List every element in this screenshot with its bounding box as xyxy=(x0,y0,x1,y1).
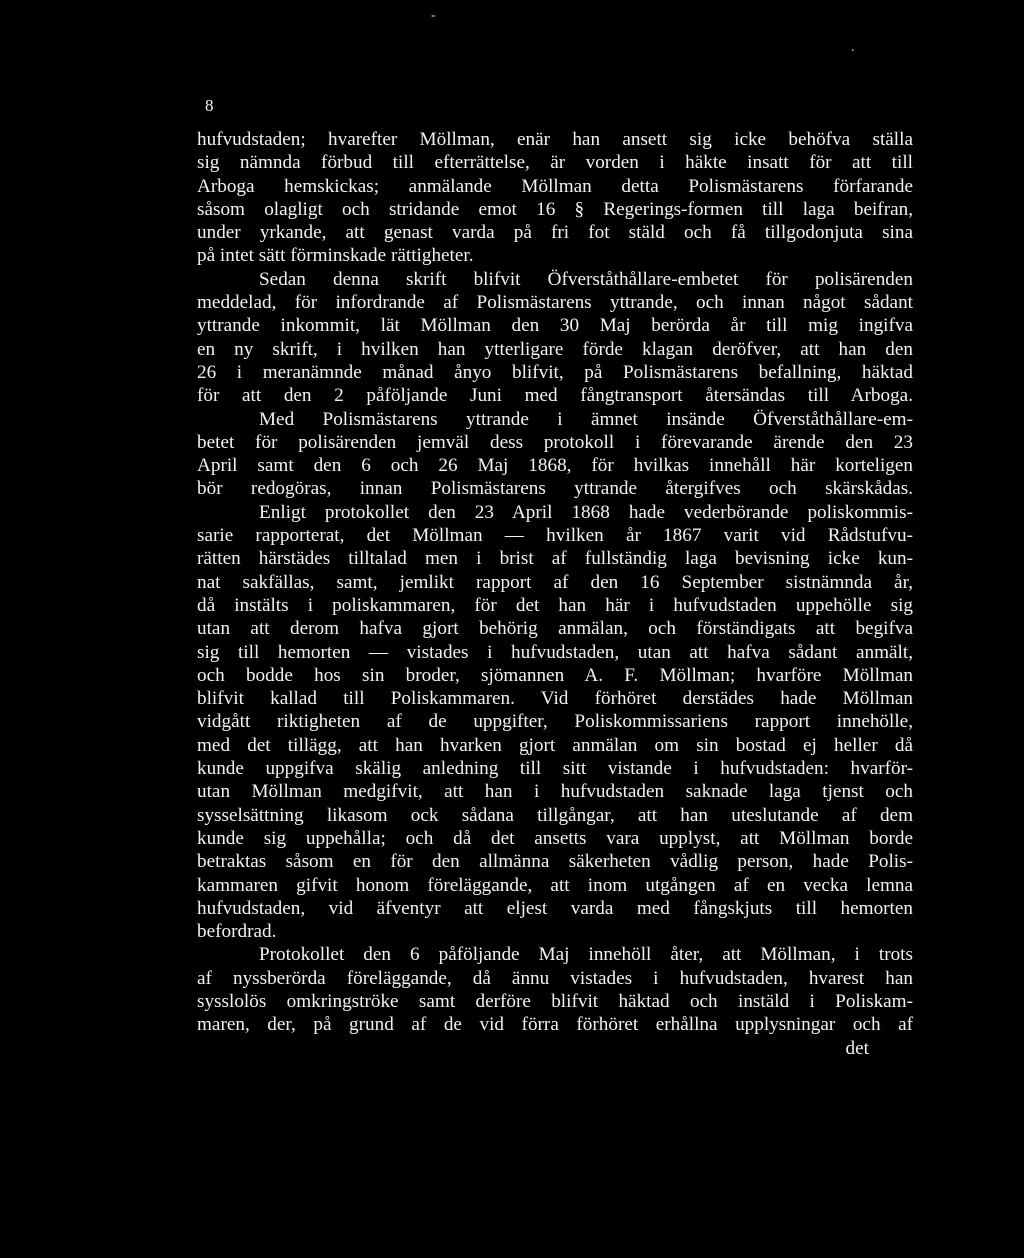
top-mark: - xyxy=(431,8,436,23)
text-line: kunde uppgifva skälig anledning till sitt vistande i hufvudstaden: hvarför- xyxy=(197,758,913,780)
text-line: maren, der, på grund af de vid förra förhöret erhållna upplysningar och af xyxy=(197,1014,913,1036)
text-line: kunde sig uppehålla; och då det ansetts vara upplyst, att Möllman borde xyxy=(197,827,913,849)
text-line: för att den 2 påföljande Juni med fångtransport återsändas till Arboga. xyxy=(197,385,913,407)
text-line: vidgått riktigheten af de uppgifter, Poliskommissariens rapport innehölle, xyxy=(197,711,913,733)
text-line: en ny skrift, i hvilken han ytterligare förde klagan deröfver, att han den xyxy=(197,338,913,360)
text-line: meddelad, för infordrande af Polismästarens yttrande, och innan något sådant xyxy=(197,292,913,314)
text-line: rätten härstädes tilltalad men i brist af fullständig laga bevisning icke kun- xyxy=(197,548,913,570)
text-line: betraktas såsom en för den allmänna säkerheten vådlig person, hade Polis- xyxy=(197,851,913,873)
text-line: af nyssberörda föreläggande, då ännu vistades i hufvudstaden, hvarest han xyxy=(197,967,913,989)
text-line: hufvudstaden, vid äfventyr att eljest varda med fångskjuts till hemorten xyxy=(197,897,913,919)
text-line: på intet sätt förminskade rättigheter. xyxy=(197,245,474,267)
text-line: utan Möllman medgifvit, att han i hufvudstaden saknade laga tjenst och xyxy=(197,781,913,803)
corner-mark: . xyxy=(851,40,855,55)
catchword: det xyxy=(845,1037,869,1059)
paragraph-start-line: Protokollet den 6 påföljande Maj innehöll åter, att Möllman, i trots xyxy=(259,944,913,966)
paragraph-start-line: Sedan denna skrift blifvit Öfverståthållare-embetet för polisärenden xyxy=(259,268,913,290)
text-line: 26 i meranämnde månad ånyo blifvit, på Polismästarens befallning, häktad xyxy=(197,361,913,383)
text-line: blifvit kallad till Poliskammaren. Vid förhöret derstädes hade Möllman xyxy=(197,688,913,710)
document-body xyxy=(197,128,913,1060)
text-line: yttrande inkommit, lät Möllman den 30 Maj berörda år till mig ingifva xyxy=(197,315,913,337)
text-line: och bodde hos sin broder, sjömannen A. F. Möllman; hvarföre Möllman xyxy=(197,664,913,686)
page-number: 8 xyxy=(205,96,215,115)
text-line: under yrkande, att genast varda på fri fot stäld och få tillgodonjuta sina xyxy=(197,222,913,244)
paragraph-start-line: Enligt protokollet den 23 April 1868 hade vederbörande poliskommis- xyxy=(259,501,913,523)
text-line: sarie rapporterat, det Möllman — hvilken år 1867 varit vid Rådstufvu- xyxy=(197,525,913,547)
text-line: sysselsättning likasom ock sådana tillgångar, att han uteslutande af dem xyxy=(197,804,913,826)
text-line: utan att derom hafva gjort behörig anmälan, och förständigats att begifva xyxy=(197,618,913,640)
text-line: sig till hemorten — vistades i hufvudstaden, utan att hafva sådant anmält, xyxy=(197,641,913,663)
text-line: befordrad. xyxy=(197,921,277,943)
text-line: April samt den 6 och 26 Maj 1868, för hvilkas innehåll här korteligen xyxy=(197,455,913,477)
text-line: betet för polisärenden jemväl dess protokoll i förevarande ärende den 23 xyxy=(197,431,913,453)
text-line: hufvudstaden; hvarefter Möllman, enär han ansett sig icke behöfva ställa xyxy=(197,129,913,150)
text-line: såsom olagligt och stridande emot 16 § Regerings-formen till laga beifran, xyxy=(197,198,913,220)
text-line: då instälts i poliskammaren, för det han här i hufvudstaden uppehölle sig xyxy=(197,594,913,616)
text-line: bör redogöras, innan Polismästarens yttrande återgifves och skärskådas. xyxy=(197,478,913,500)
text-line: Arboga hemskickas; anmälande Möllman detta Polismästarens förfarande xyxy=(197,175,913,197)
text-line: sysslolös omkringströke samt derföre blifvit häktad och instäld i Poliskam- xyxy=(197,990,913,1012)
text-line: med det tillägg, att han hvarken gjort anmälan om sin bostad ej heller då xyxy=(197,734,913,756)
paragraph-start-line: Med Polismästarens yttrande i ämnet insände Öfverståthållare-em- xyxy=(259,408,913,430)
text-line: nat sakfällas, samt, jemlikt rapport af den 16 September sistnämnda år, xyxy=(197,571,913,593)
text-line: kammaren gifvit honom föreläggande, att inom utgången af en vecka lemna xyxy=(197,874,913,896)
text-line: sig nämnda förbud till efterrättelse, är vorden i häkte insatt för att till xyxy=(197,152,913,174)
